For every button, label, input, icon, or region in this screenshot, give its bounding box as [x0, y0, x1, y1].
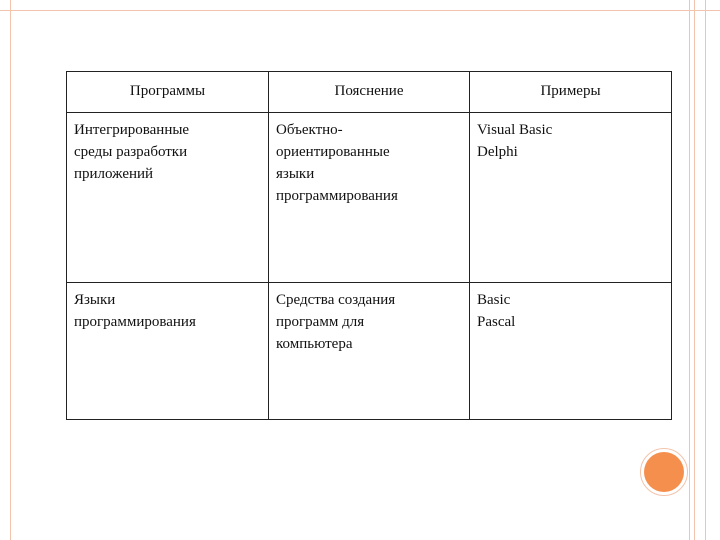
cell-line: ориентированные	[276, 144, 390, 160]
cell-line: Интегрированные	[74, 122, 190, 138]
cell-line: программ для	[276, 314, 365, 330]
cell-line: Объектно-	[276, 122, 343, 138]
slide-frame-right-band	[689, 0, 695, 540]
table-cell-explanation	[269, 113, 470, 283]
cell-line: языки	[276, 166, 315, 182]
programs-table	[66, 71, 672, 420]
cell-line: программирования	[276, 188, 398, 204]
slide-frame-left-line	[10, 0, 11, 540]
table-cell-programs	[67, 283, 269, 419]
cell-line: среды разработки	[74, 144, 188, 160]
decorative-orange-circle	[644, 452, 684, 492]
table-cell-programs	[67, 113, 269, 283]
cell-line: программирования	[74, 314, 196, 330]
header-programs: Программы	[67, 72, 269, 113]
slide-frame-outer-right-line	[705, 0, 706, 540]
header-explanation: Пояснение	[269, 72, 470, 113]
cell-line: Visual Basic	[477, 122, 553, 138]
cell-line: Средства создания	[276, 292, 396, 308]
table-cell-examples	[470, 283, 671, 419]
table-cell-explanation	[269, 283, 470, 419]
header-examples: Примеры	[470, 72, 671, 113]
cell-line: Delphi	[477, 144, 518, 160]
cell-line: приложений	[74, 166, 154, 182]
cell-line: Языки	[74, 292, 116, 308]
cell-line: Basic	[477, 292, 511, 308]
cell-line: компьютера	[276, 336, 353, 352]
cell-line: Pascal	[477, 314, 516, 330]
table-cell-examples	[470, 113, 671, 283]
slide-frame-top-line	[0, 10, 720, 11]
